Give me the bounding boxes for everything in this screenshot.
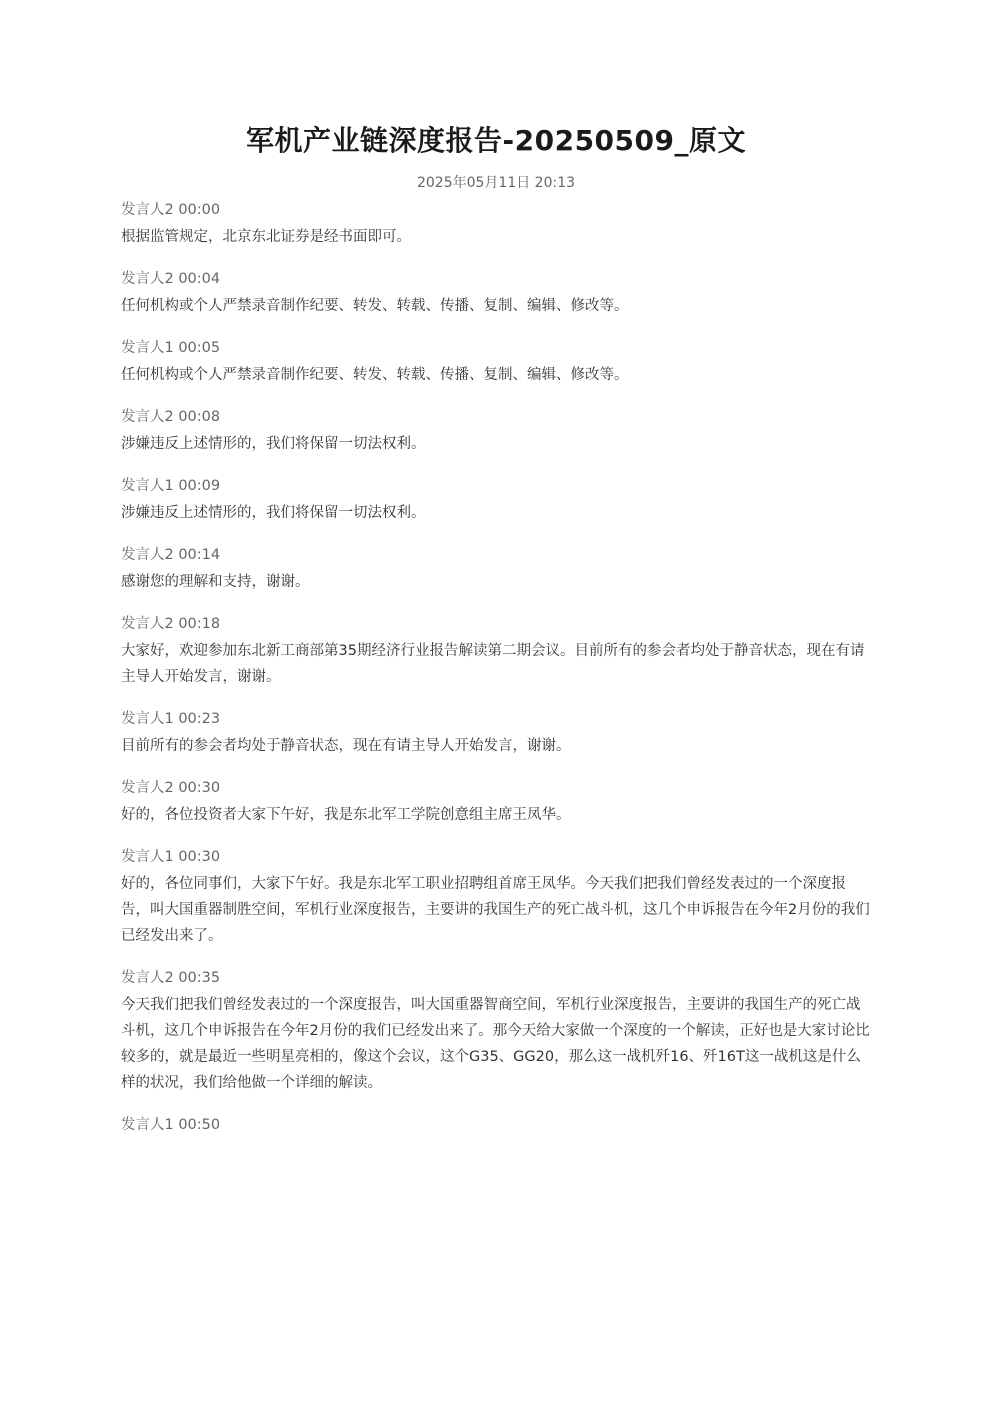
transcript-entry [121, 475, 873, 526]
speaker-timestamp: 发言人2 00:14 [121, 547, 221, 563]
speaker-timestamp: 发言人2 00:08 [121, 409, 221, 425]
speaker-timestamp: 发言人2 00:00 [121, 202, 221, 218]
speech-text: 大家好，欢迎参加东北新工商部第35期经济行业报告解读第二期会议。目前所有的参会者均处于静音状态，现在有请主导人开始发言，谢谢。 [121, 643, 865, 685]
transcript-entry [121, 268, 873, 319]
speaker-timestamp: 发言人1 00:09 [121, 478, 221, 494]
speaker-timestamp: 发言人1 00:23 [121, 711, 221, 727]
document-title: 军机产业链深度报告-20250509_原文 [246, 124, 746, 157]
transcript-entry [121, 846, 873, 949]
transcript-entry [121, 544, 873, 595]
transcript [121, 199, 873, 1154]
speech-text: 好的，各位同事们，大家下午好。我是东北军工职业招聘组首席王凤华。今天我们把我们曾经发表过的一个深度报告，叫大国重器制胜空间，军机行业深度报告，主要讲的我国生产的死亡战斗机，这几个申诉报告在今年2月份的我们已经发出来了。 [121, 876, 870, 944]
speaker-timestamp: 发言人1 00:50 [121, 1117, 221, 1133]
transcript-entry [121, 613, 873, 690]
speaker-timestamp: 发言人2 00:18 [121, 616, 221, 632]
speaker-timestamp: 发言人2 00:04 [121, 271, 221, 287]
speech-text: 今天我们把我们曾经发表过的一个深度报告，叫大国重器智商空间，军机行业深度报告，主要讲的我国生产的死亡战斗机，这几个申诉报告在今年2月份的我们已经发出来了。那今天给大家做一个深度的一个解读，正好也是大家讨论比较多的，就是最近一些明星亮相的，像这个会议，这个G35、GG20，那么这一战机歼16、歼16T这一战机这是什么样的状况，我们给他做一个详细的解读。 [121, 997, 870, 1091]
speech-text: 根据监管规定，北京东北证券是经书面即可。 [121, 229, 411, 245]
speaker-timestamp: 发言人1 00:05 [121, 340, 221, 356]
transcript-entry [121, 777, 873, 828]
speaker-timestamp: 发言人1 00:30 [121, 849, 221, 865]
speech-text: 涉嫌违反上述情形的，我们将保留一切法权利。 [121, 436, 426, 452]
speech-text: 任何机构或个人严禁录音制作纪要、转发、转载、传播、复制、编辑、修改等。 [121, 298, 629, 314]
speaker-timestamp: 发言人2 00:35 [121, 970, 221, 986]
speech-text: 好的，各位投资者大家下午好，我是东北军工学院创意组主席王凤华。 [121, 807, 571, 823]
transcript-entry [121, 708, 873, 759]
transcript-entry [121, 337, 873, 388]
transcript-entry [121, 406, 873, 457]
transcript-entry [121, 967, 873, 1096]
speech-text: 感谢您的理解和支持，谢谢。 [121, 574, 310, 590]
speech-text: 目前所有的参会者均处于静音状态，现在有请主导人开始发言，谢谢。 [121, 738, 571, 754]
transcript-entry [121, 1114, 873, 1136]
speech-text: 涉嫌违反上述情形的，我们将保留一切法权利。 [121, 505, 426, 521]
transcript-entry [121, 199, 873, 250]
speech-text: 任何机构或个人严禁录音制作纪要、转发、转载、传播、复制、编辑、修改等。 [121, 367, 629, 383]
document-date: 2025年05月11日 20:13 [416, 175, 576, 191]
speaker-timestamp: 发言人2 00:30 [121, 780, 221, 796]
